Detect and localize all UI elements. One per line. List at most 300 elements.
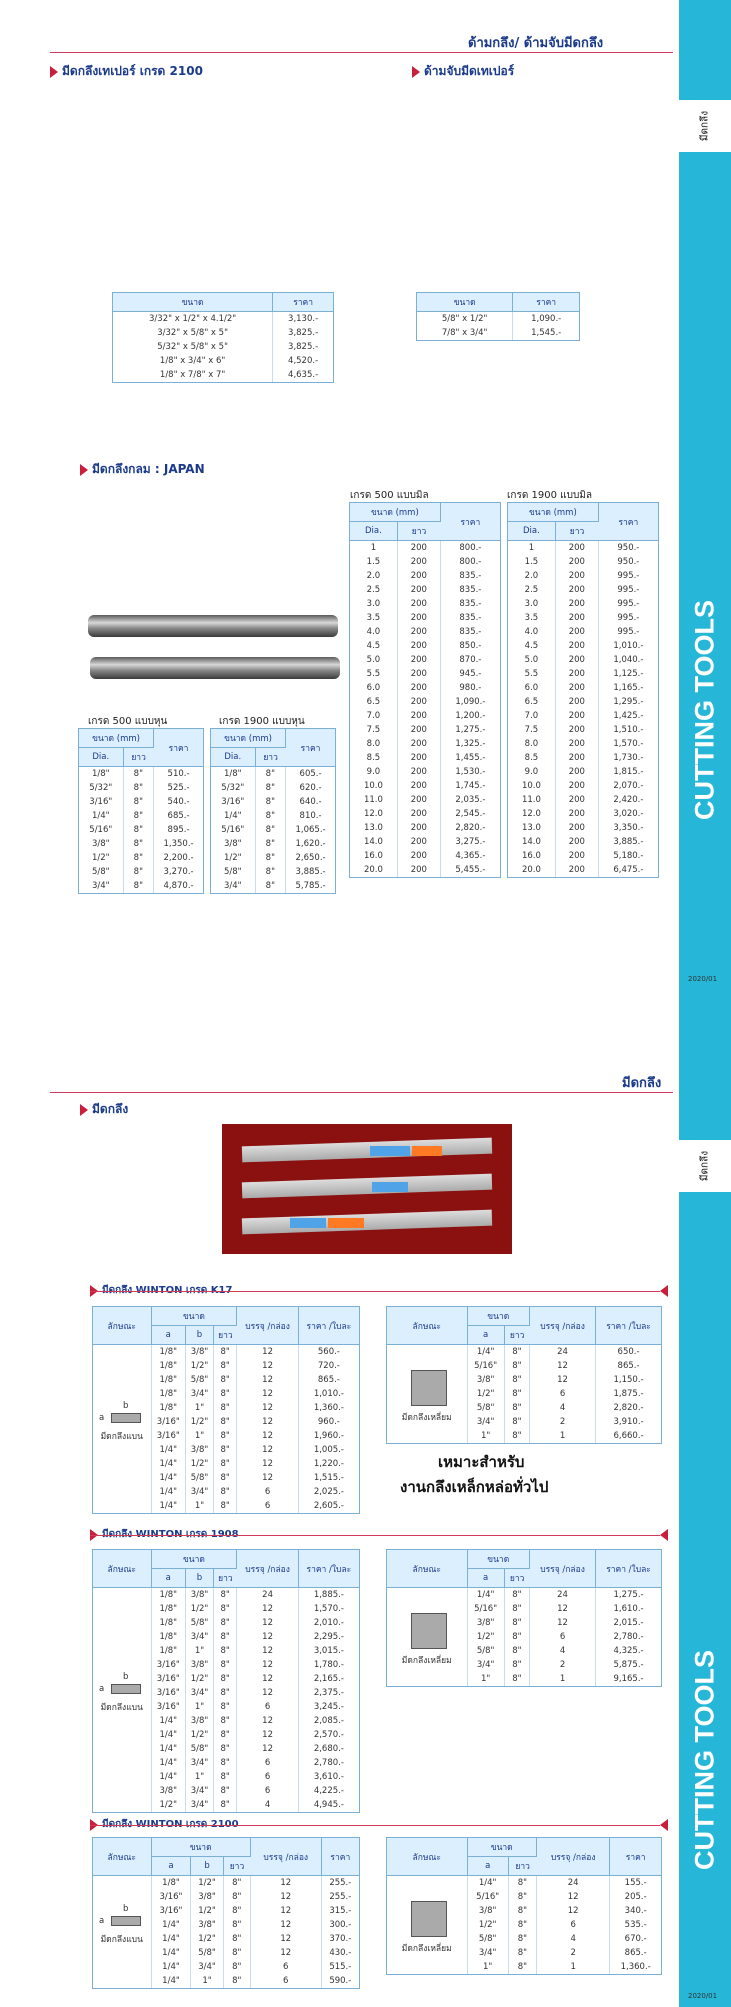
table-cell: 2 <box>530 1658 596 1672</box>
table-cell: 560.- <box>317 1346 340 1357</box>
header-rule <box>50 1092 673 1093</box>
table-cell: 8" <box>213 1471 236 1485</box>
table-cell: 3/16" <box>151 1429 186 1443</box>
table-cell: 8" <box>223 1918 250 1932</box>
table-row <box>211 837 335 851</box>
table-cell: 12 <box>237 1345 298 1359</box>
table-cell: 1" <box>186 1644 214 1658</box>
table-cell: 1,295.- <box>613 696 644 707</box>
table-cell: 515.- <box>329 1961 352 1972</box>
table-cell: 1,425.- <box>613 710 644 721</box>
table-cell: 7.5 <box>350 723 397 737</box>
table-cell: 1/4" <box>151 1932 191 1946</box>
table-cell: 8" <box>123 795 154 809</box>
table-cell: 510.- <box>167 768 190 779</box>
table-cell: 8" <box>123 879 154 893</box>
table-cell: 200 <box>555 555 598 569</box>
table-cell: 1,010.- <box>313 1388 344 1399</box>
table-cell: 3/16" <box>151 1415 186 1429</box>
table-cell: 3/8" <box>186 1443 214 1457</box>
table-row <box>508 653 658 667</box>
table-cell: 200 <box>397 569 440 583</box>
table-cell: 200 <box>555 653 598 667</box>
triangle-icon <box>50 66 58 78</box>
table-cell: 800.- <box>459 542 482 553</box>
table-cell: 8" <box>504 1359 529 1373</box>
table-cell: 24 <box>237 1588 298 1602</box>
table-row <box>350 751 500 765</box>
table-cell: 2.0 <box>508 569 555 583</box>
table-row <box>508 709 658 723</box>
table-cell: 8" <box>123 865 154 879</box>
table-cell: 1/4" <box>151 1770 186 1784</box>
table-cell: 200 <box>397 695 440 709</box>
table-cell: 650.- <box>617 1346 640 1357</box>
table-cell: 1 <box>350 541 397 555</box>
table-row <box>387 1588 661 1602</box>
table-row <box>350 779 500 793</box>
table-cell: 8" <box>223 1932 250 1946</box>
table-cell: 3/4" <box>79 879 123 893</box>
table-cell: 8.5 <box>350 751 397 765</box>
table-cell: 4.5 <box>508 639 555 653</box>
table-cell: 12 <box>237 1630 298 1644</box>
table-cell: 8" <box>213 1588 236 1602</box>
table-row <box>387 1876 661 1890</box>
table-cell: 20.0 <box>508 863 555 877</box>
table-cell: 1,010.- <box>613 640 644 651</box>
table-row <box>350 625 500 639</box>
table-cell: 865.- <box>617 1360 640 1371</box>
table-cell: 6,475.- <box>613 864 644 875</box>
table-row <box>508 849 658 863</box>
table-cell: 12 <box>536 1904 609 1918</box>
section-rule <box>90 1825 660 1826</box>
table-row <box>93 1876 359 1890</box>
table-cell: 1" <box>186 1429 214 1443</box>
table-cell: 200 <box>397 597 440 611</box>
table-cell: 3,245.- <box>313 1701 344 1712</box>
table-cell: 3/16" <box>151 1890 191 1904</box>
table-cell: 1/2" <box>467 1918 508 1932</box>
table-cell: 8" <box>123 823 154 837</box>
table-cell: 24 <box>530 1345 596 1359</box>
table-cell: 8" <box>504 1387 529 1401</box>
table-cell: 540.- <box>167 796 190 807</box>
section-holder: ด้ามจับมีดเทเปอร์ <box>412 62 514 81</box>
table-cell: 300.- <box>329 1919 352 1930</box>
table-cell: 5/16" <box>79 823 123 837</box>
table-cell: 5.0 <box>350 653 397 667</box>
table-row <box>508 667 658 681</box>
table-cell: 8" <box>508 1876 536 1890</box>
table-cell: 5,875.- <box>613 1659 644 1670</box>
table-cell: 2,820.- <box>613 1402 644 1413</box>
table-row <box>350 541 500 555</box>
square-bar-shape <box>411 1901 447 1937</box>
table-cell: 1,125.- <box>613 668 644 679</box>
table-cell: 200 <box>397 737 440 751</box>
table-row <box>211 781 335 795</box>
table-cell: 1/2" <box>191 1876 223 1890</box>
table-cell: 6,660.- <box>613 1430 644 1441</box>
table-cell: 3/8" <box>186 1714 214 1728</box>
table-cell: 8" <box>213 1429 236 1443</box>
triangle-left-icon <box>660 1285 668 1297</box>
table-cell: 3,350.- <box>613 822 644 833</box>
table-cell: 835.- <box>459 626 482 637</box>
table-cell: 3/4" <box>186 1387 214 1401</box>
table-cell: 11.0 <box>508 793 555 807</box>
table-cell: 1/4" <box>151 1974 191 1988</box>
table-cell: 1 <box>530 1429 596 1443</box>
table-cell: 4,520.- <box>288 355 319 366</box>
table-cell: 3/8" <box>211 837 255 851</box>
table-cell: 3/8" <box>191 1918 223 1932</box>
table-cell: 200 <box>555 569 598 583</box>
table-cell: 200 <box>397 821 440 835</box>
table-cell: 9,165.- <box>613 1673 644 1684</box>
note-line1: เหมาะสำหรับ <box>438 1453 525 1471</box>
table-cell: 2,015.- <box>613 1617 644 1628</box>
table-cell: 12 <box>237 1373 298 1387</box>
table-cell: 8" <box>255 837 286 851</box>
table-cell: 1,620.- <box>295 838 326 849</box>
sidebar-tab-label: มีดกลึง <box>699 1150 711 1182</box>
table-cell: 3/8" <box>186 1345 214 1359</box>
in1900-table: ขนาด (mm) ราคา Dia. ยาว 1/8" 8" 605.- 5/32" 8" 620.- 3/16" 8" 640.- 1/4" 8" 810.- 5/16" 8" 1,065.- 3/8" 8" 1,620.- 1/2" 8" 2,650.- 5/8" 8" 3,885.- 3/4" 8" 5,785.- <box>210 728 336 894</box>
table-cell: 8" <box>255 795 286 809</box>
table-cell: 605.- <box>299 768 322 779</box>
table-cell: 1/4" <box>79 809 123 823</box>
table-row <box>211 767 335 781</box>
page2-header: มีดกลึง <box>622 1076 662 1091</box>
table-cell: 2,420.- <box>613 794 644 805</box>
table-cell: 255.- <box>329 1877 352 1888</box>
table-cell: 200 <box>397 583 440 597</box>
table-cell: 4.0 <box>508 625 555 639</box>
table-cell: 3,825.- <box>288 327 319 338</box>
table-cell: 255.- <box>329 1891 352 1902</box>
table-row <box>508 793 658 807</box>
table-cell: 2,820.- <box>455 822 486 833</box>
table-row <box>350 597 500 611</box>
table-cell: 5/8" <box>191 1946 223 1960</box>
triangle-left-icon <box>660 1819 668 1831</box>
table-cell: 200 <box>555 639 598 653</box>
table-cell: 4.0 <box>350 625 397 639</box>
table-cell: 5/8" <box>467 1644 504 1658</box>
table-cell: 3,610.- <box>313 1771 344 1782</box>
table-cell: 7.0 <box>350 709 397 723</box>
flat-label: มีดกลึงแบน <box>100 1432 143 1442</box>
table-cell: 4,870.- <box>163 880 194 891</box>
table-row <box>211 823 335 837</box>
table-row <box>387 1345 661 1359</box>
table-row <box>350 863 500 877</box>
table-cell: 1" <box>186 1499 214 1513</box>
table-cell: 12 <box>237 1429 298 1443</box>
table-cell: 1,165.- <box>613 682 644 693</box>
table-cell: 8" <box>213 1742 236 1756</box>
table-cell: 8" <box>504 1588 529 1602</box>
table-cell: 12 <box>237 1387 298 1401</box>
header-rule <box>50 52 673 53</box>
table-row <box>508 639 658 653</box>
table-cell: 430.- <box>329 1947 352 1958</box>
table-cell: 1,875.- <box>613 1388 644 1399</box>
table-cell: 14.0 <box>350 835 397 849</box>
table-cell: 1/4" <box>151 1499 186 1513</box>
taper-table: ขนาด ราคา 3/32" x 1/2" x 4.1/2" 3,130.- 3/32" x 5/8" x 5" 3,825.- 5/32" x 5/8" x 5" 3,825.- 1/8" x 3/4" x 6" 4,520.- 1/8" x 7/8" x 7" 4,635.- <box>112 292 334 383</box>
table-cell: 2,070.- <box>613 780 644 791</box>
table-row <box>508 751 658 765</box>
table-cell: 6 <box>237 1784 298 1798</box>
table-cell: 200 <box>555 695 598 709</box>
table-row <box>79 823 203 837</box>
table-cell: 12 <box>237 1602 298 1616</box>
table-cell: 8" <box>213 1672 236 1686</box>
table-cell: 2,200.- <box>163 852 194 863</box>
table-cell: 620.- <box>299 782 322 793</box>
table-cell: 24 <box>530 1588 596 1602</box>
table-cell: 1,090.- <box>531 313 562 324</box>
vertical-title-bottom: CUTTING TOOLS <box>689 1650 720 1870</box>
table-row <box>113 340 333 354</box>
table-cell: 8" <box>508 1932 536 1946</box>
table-cell: 16.0 <box>508 849 555 863</box>
table-cell: 12 <box>237 1742 298 1756</box>
table-cell: 8" <box>213 1359 236 1373</box>
table-row <box>350 681 500 695</box>
table-cell: 6 <box>237 1485 298 1499</box>
table-cell: 200 <box>555 625 598 639</box>
table-row <box>79 767 203 781</box>
table-cell: 5/16" <box>467 1359 504 1373</box>
table-row <box>350 667 500 681</box>
table-cell: 11.0 <box>350 793 397 807</box>
table-cell: 1,960.- <box>313 1430 344 1441</box>
table-cell: 2.0 <box>350 569 397 583</box>
table-cell: 1/8" <box>151 1401 186 1415</box>
table-cell: 200 <box>397 639 440 653</box>
table-cell: 1/8" <box>151 1373 186 1387</box>
table-cell: 8" <box>213 1415 236 1429</box>
table-cell: 3,885.- <box>295 866 326 877</box>
flat-bar-shape <box>111 1916 141 1926</box>
table-cell: 3,825.- <box>288 341 319 352</box>
table-cell: 1/8" x 7/8" x 7" <box>113 368 273 382</box>
table-cell: 1/4" <box>467 1588 504 1602</box>
table-cell: 5,785.- <box>295 880 326 891</box>
table-row <box>113 354 333 368</box>
table-row <box>508 807 658 821</box>
table-cell: 950.- <box>617 542 640 553</box>
sidebar-tab-bottom[interactable] <box>679 1140 731 1192</box>
table-cell: 8" <box>504 1345 529 1359</box>
table-cell: 200 <box>397 555 440 569</box>
table-cell: 5/8" <box>186 1616 214 1630</box>
table-row <box>508 569 658 583</box>
table-cell: 6 <box>237 1700 298 1714</box>
table-cell: 1/2" <box>186 1672 214 1686</box>
table-cell: 200 <box>397 863 440 877</box>
table-cell: 12 <box>530 1602 596 1616</box>
table-cell: 4 <box>530 1644 596 1658</box>
table-cell: 8" <box>213 1798 236 1812</box>
table-cell: 200 <box>397 793 440 807</box>
table-cell: 6 <box>237 1756 298 1770</box>
table-cell: 4.5 <box>350 639 397 653</box>
section-taper: มีดกลึงเทเปอร์ เกรด 2100 <box>50 62 203 81</box>
table-cell: 370.- <box>329 1933 352 1944</box>
table-cell: 6 <box>530 1387 596 1401</box>
table-cell: 3/4" <box>467 1415 504 1429</box>
table-cell: 5,455.- <box>455 864 486 875</box>
table-cell: 4 <box>536 1932 609 1946</box>
table-cell: 2,680.- <box>313 1743 344 1754</box>
table-cell: 200 <box>397 807 440 821</box>
table-cell: 3/8" <box>467 1616 504 1630</box>
table-cell: 10.0 <box>350 779 397 793</box>
table-cell: 5/8" <box>186 1742 214 1756</box>
table-cell: 8" <box>213 1644 236 1658</box>
table-cell: 8" <box>213 1756 236 1770</box>
table-row <box>350 737 500 751</box>
table-cell: 5/32" <box>211 781 255 795</box>
shape-cell <box>93 1876 151 1989</box>
table-cell: 13.0 <box>508 821 555 835</box>
shape-cell <box>93 1588 151 1813</box>
table-cell: 200 <box>397 779 440 793</box>
page-header: ด้ามกลึง/ ด้ามจับมีดกลึง <box>468 36 604 51</box>
table-cell: 8" <box>123 781 154 795</box>
table-cell: 1" <box>467 1672 504 1686</box>
table-cell: 1" <box>467 1429 504 1443</box>
table-cell: 2,375.- <box>313 1687 344 1698</box>
table-row <box>113 312 333 326</box>
table-row <box>79 879 203 893</box>
table-cell: 8" <box>213 1630 236 1644</box>
table-cell: 1/8" <box>151 1359 186 1373</box>
blades-photo <box>222 1124 512 1254</box>
table-cell: 1/2" <box>186 1457 214 1471</box>
table-cell: 200 <box>555 863 598 877</box>
table-row <box>508 625 658 639</box>
table-cell: 200 <box>397 835 440 849</box>
table-row <box>508 765 658 779</box>
table-cell: 8" <box>213 1602 236 1616</box>
table-cell: 2,025.- <box>313 1486 344 1497</box>
table-row <box>350 723 500 737</box>
table-cell: 5/16" <box>467 1890 508 1904</box>
table-cell: 2.5 <box>508 583 555 597</box>
table-cell: 865.- <box>624 1947 647 1958</box>
note-line2: งานกลึงเหล็กหล่อทั่วไป <box>400 1478 549 1496</box>
table-row <box>350 653 500 667</box>
table-cell: 640.- <box>299 796 322 807</box>
table-cell: 8" <box>213 1770 236 1784</box>
table-cell: 12 <box>237 1658 298 1672</box>
table-cell: 1/2" <box>79 851 123 865</box>
table-cell: 1,275.- <box>455 724 486 735</box>
table-cell: 200 <box>555 709 598 723</box>
table-cell: 2,605.- <box>313 1500 344 1511</box>
table-row <box>350 583 500 597</box>
table-cell: 8" <box>255 851 286 865</box>
table-cell: 200 <box>397 765 440 779</box>
table-cell: 200 <box>555 667 598 681</box>
table-cell: 4,325.- <box>613 1645 644 1656</box>
table-cell: 720.- <box>317 1360 340 1371</box>
table-cell: 835.- <box>459 612 482 623</box>
table-cell: 1/4" <box>151 1756 186 1770</box>
table-cell: 1/4" <box>151 1960 191 1974</box>
table-cell: 6.0 <box>350 681 397 695</box>
sidebar-tab-top[interactable] <box>679 100 731 152</box>
table-cell: 835.- <box>459 584 482 595</box>
triangle-icon <box>80 1104 88 1116</box>
square-bar-shape <box>411 1370 447 1406</box>
table-cell: 2,545.- <box>455 808 486 819</box>
table-cell: 1,730.- <box>613 752 644 763</box>
table-cell: 3/8" <box>186 1588 214 1602</box>
table-cell: 12.0 <box>350 807 397 821</box>
table-row <box>350 555 500 569</box>
round-bar-image <box>90 657 340 679</box>
table-cell: 8" <box>213 1401 236 1415</box>
table-cell: 8" <box>123 809 154 823</box>
table-cell: 1/8" x 3/4" x 6" <box>113 354 273 368</box>
table-row <box>79 781 203 795</box>
table-cell: 3/32" x 1/2" x 4.1/2" <box>113 312 273 326</box>
sidebar-tab-label: มีดกลึง <box>699 110 711 142</box>
table-cell: 1/4" <box>151 1918 191 1932</box>
table-row <box>508 737 658 751</box>
table-cell: 1,780.- <box>313 1659 344 1670</box>
table-cell: 1,360.- <box>620 1961 651 1972</box>
table-row <box>350 821 500 835</box>
table-cell: 3/4" <box>186 1756 214 1770</box>
table-cell: 2,780.- <box>313 1757 344 1768</box>
table-cell: 2,165.- <box>313 1673 344 1684</box>
table-row <box>508 583 658 597</box>
table-cell: 5/16" <box>467 1602 504 1616</box>
table-cell: 3/4" <box>186 1798 214 1812</box>
table-cell: 3/32" x 5/8" x 5" <box>113 326 273 340</box>
table-cell: 3,015.- <box>313 1645 344 1656</box>
table-cell: 5/8" x 1/2" <box>417 312 513 326</box>
table-cell: 1/4" <box>151 1728 186 1742</box>
table-cell: 1" <box>191 1974 223 1988</box>
table-cell: 5/8" <box>467 1401 504 1415</box>
table-cell: 12 <box>250 1918 321 1932</box>
table-cell: 6 <box>250 1960 321 1974</box>
table-cell: 1,530.- <box>455 766 486 777</box>
table-row <box>508 723 658 737</box>
table-cell: 3.5 <box>350 611 397 625</box>
table-cell: 8" <box>223 1890 250 1904</box>
table-cell: 3/8" <box>151 1784 186 1798</box>
table-row <box>350 709 500 723</box>
section-rule <box>90 1291 660 1292</box>
table-cell: 3,275.- <box>455 836 486 847</box>
table-cell: 10.0 <box>508 779 555 793</box>
label-b: b <box>123 1904 129 1914</box>
table-cell: 1,745.- <box>455 780 486 791</box>
table-cell: 5/8" <box>79 865 123 879</box>
table-cell: 835.- <box>459 570 482 581</box>
